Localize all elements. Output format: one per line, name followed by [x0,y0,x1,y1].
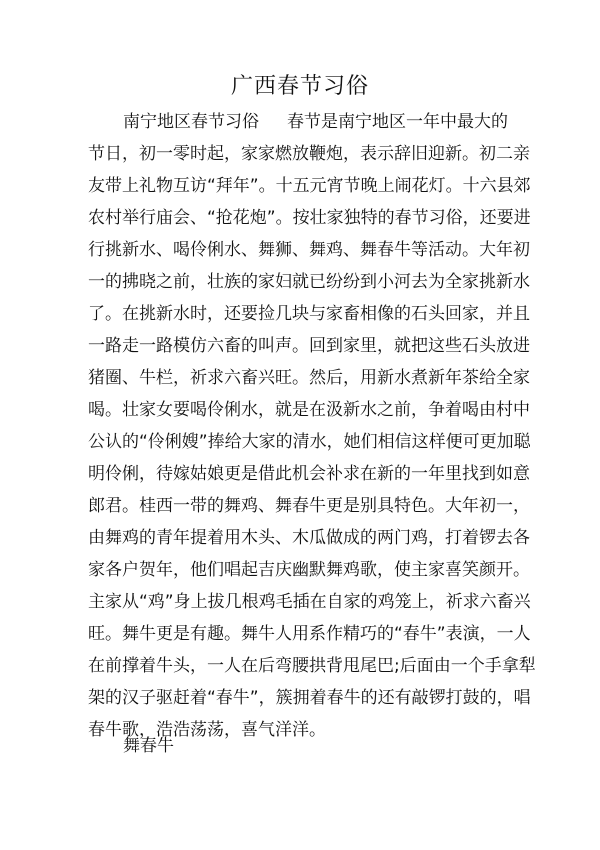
text-line-11: 公认的“伶俐嫂”捧给大家的清水，她们相信这样便可更加聪 [88,432,531,452]
text-line-15: 家各户贺年，他们唱起吉庆幽默舞鸡歌，使主家喜笑颜开。 [88,560,530,580]
text-line-16: 主家从“鸡”身上拔几根鸡毛插在自家的鸡笼上，祈求六畜兴 [88,592,531,612]
text-line-10: 喝。壮家女要喝伶俐水，就是在汲新水之前，争着喝由村中 [88,400,530,420]
text-line-6: 一的拂晓之前，壮族的家妇就已纷纷到小河去为全家挑新水 [88,272,530,292]
text-line-4: 农村举行庙会、“抢花炮”。按壮家独特的春节习俗，还要进 [88,208,531,228]
text-line-20: 春牛歌，浩浩荡荡，喜气洋洋。 [88,720,326,740]
section-subheading: 舞春牛 [123,736,174,756]
text-line-5: 行挑新水、喝伶俐水、舞狮、舞鸡、舞春牛等活动。大年初 [88,240,530,260]
text-line-9: 猪圈、牛栏，祈求六畜兴旺。然后，用新水煮新年茶给全家 [88,368,530,388]
text-line-1 [88,106,520,138]
text-line-7: 了。在挑新水时，还要捡几块与家畜相像的石头回家，并且 [88,304,530,324]
text-line-19: 架的汉子驱赶着“春牛”，簇拥着春牛的还有敲锣打鼓的，唱 [88,688,531,708]
text-line-3: 友带上礼物互访“拜年”。十五元宵节晚上闹花灯。十六县郊 [88,176,531,196]
page-title: 广西春节习俗 [230,74,369,99]
text-line-12: 明伶俐，待嫁姑娘更是借此机会补求在新的一年里找到如意 [88,464,530,484]
text-line-17: 旺。舞牛更是有趣。舞牛人用系作精巧的“春牛”表演，一人 [88,624,531,644]
line-text: 春节是南宁地区一年中最大的 [287,112,508,132]
text-line-2: 节日，初一零时起，家家燃放鞭炮，表示辞旧迎新。初二亲 [88,144,530,164]
text-line-8: 一路走一路模仿六畜的叫声。回到家里，就把这些石头放进 [88,336,530,356]
text-line-13: 郎君。桂西一带的舞鸡、舞春牛更是别具特色。大年初一， [88,496,530,516]
text-line-18: 在前撑着牛头，一人在后弯腰拱背甩尾巴;后面由一个手拿犁 [88,656,536,676]
article-body [88,106,536,746]
section-label: 南宁地区春节习俗 [123,112,259,132]
text-line-14: 由舞鸡的青年提着用木头、木瓜做成的两门鸡，打着锣去各 [88,528,530,548]
